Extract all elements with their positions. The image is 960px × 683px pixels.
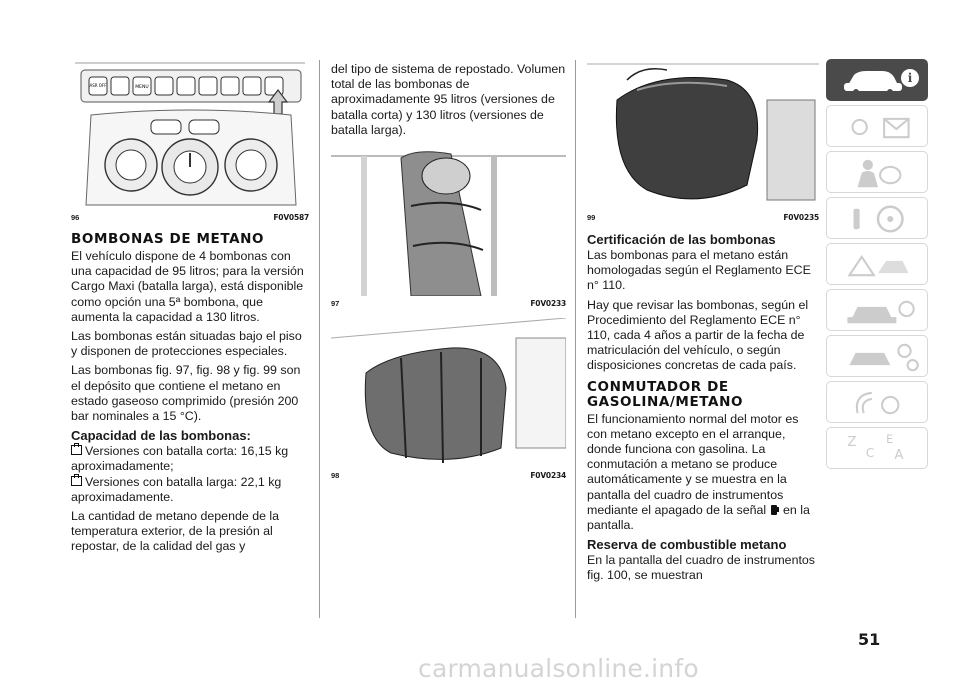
svg-text:A: A [894,448,904,464]
index-icon[interactable] [826,427,928,469]
figure-number: 97 [331,299,340,309]
paragraph: Las bombonas para el metano están homologadas según el Reglamento ECE n° 110. [587,248,811,293]
figure-code: F0V0234 [530,471,566,481]
methane-tank-underbody-illustration [587,60,819,210]
subheading-reserva: Reserva de combustible metano [587,537,787,553]
methane-tank-horizontal-illustration [331,318,566,468]
figure-96 [71,60,309,210]
paragraph: El funcionamiento normal del motor es con metano excepto en el arranque, donde funciona con gasolina. La conmutación a metano se produce automáticamente y se muestra en la pantalla del cuadro de instrumentos mediante el apagado de la señal en la pantalla. [587,411,810,533]
figure-code: F0V0235 [783,213,819,222]
paragraph: Las bombonas fig. 97, fig. 98 y fig. 99 son el depósito que contiene el metano en estado gaseoso comprimido (presión 200 bar nominales a 15 °C). [71,363,301,424]
figure-98-caption [331,471,566,480]
list-item: Versiones con batalla corta: 16,15 kg aproximadamente; [71,444,289,474]
subheading-capacidad: Capacidad de las bombonas: [71,428,251,444]
svg-text:Z: Z [847,434,857,450]
column-divider [575,60,576,618]
column-1 [71,60,309,559]
column-3 [587,60,819,588]
starting-driving-icon[interactable] [826,197,928,239]
column-divider [319,60,320,618]
technical-data-icon[interactable] [826,335,928,377]
svg-text:i: i [907,71,913,85]
fuel-gauge-icon [770,504,780,516]
paragraph: La cantidad de metano depende de la temperatura exterior, de la presión al repostar, de la calidad del gas y [71,509,280,554]
section-heading-conmutador: CONMUTADOR DE GASOLINA/METANO [587,378,744,410]
dashboard-controls-illustration [71,60,309,210]
paragraph: Las bombonas están situadas bajo el piso y disponen de protecciones especiales. [71,329,302,359]
figure-number: 96 [71,213,80,222]
warning-lights-icon[interactable] [826,105,928,147]
svg-text:C: C [865,446,875,461]
page-number: 51 [858,630,881,649]
figure-code: F0V0587 [273,213,309,222]
car-info-icon[interactable] [826,59,928,101]
svg-text:E: E [886,432,894,446]
paragraph: En la pantalla del cuadro de instrumentos fig. 100, se muestran [587,553,815,583]
asr-off-label: ASR OFF [89,83,107,88]
chapter-sidebar [826,59,928,473]
emergency-icon[interactable] [826,243,928,285]
figure-96-caption [71,213,309,222]
figure-number: 98 [331,471,340,481]
maintenance-icon[interactable] [826,289,928,331]
figure-97 [331,146,566,296]
figure-99 [587,60,819,210]
paragraph: del tipo de sistema de repostado. Volumen total de las bombonas de aproximadamente 95 litros (versiones de batalla corta) y 130 litros (versiones de batalla larga). [331,62,566,137]
paragraph: Hay que revisar las bombonas, según el Procedimiento del Reglamento ECE n° 110, cada 4 años a partir de la fecha de matriculación del vehículo, o según disposiciones concretas de cada país. [587,297,809,373]
figure-number: 99 [587,213,596,222]
bullet-box-icon [71,445,82,455]
figure-99-caption [587,213,819,222]
figure-code: F0V0233 [530,299,566,309]
menu-label: MENU [135,85,149,90]
subheading-certificacion: Certificación de las bombonas [587,232,776,247]
methane-tank-vertical-illustration [331,146,566,296]
column-2 [331,62,566,490]
multimedia-icon[interactable] [826,381,928,423]
figure-98 [331,318,566,468]
paragraph: El vehículo dispone de 4 bombonas con una capacidad de 95 litros; para la versión Cargo Maxi (batalla larga), está disponible como opción una 5ª bombona, que aumenta la capacidad a 130 litros. [71,249,304,324]
list-item: Versiones con batalla larga: 22,1 kg aproximadamente. [71,474,282,504]
safety-airbag-icon[interactable] [826,151,928,193]
bullet-box-icon [71,476,82,486]
figure-97-caption [331,299,566,308]
watermark: carmanualsonline.info [418,654,699,683]
section-heading-bombonas: BOMBONAS DE METANO [71,231,265,247]
